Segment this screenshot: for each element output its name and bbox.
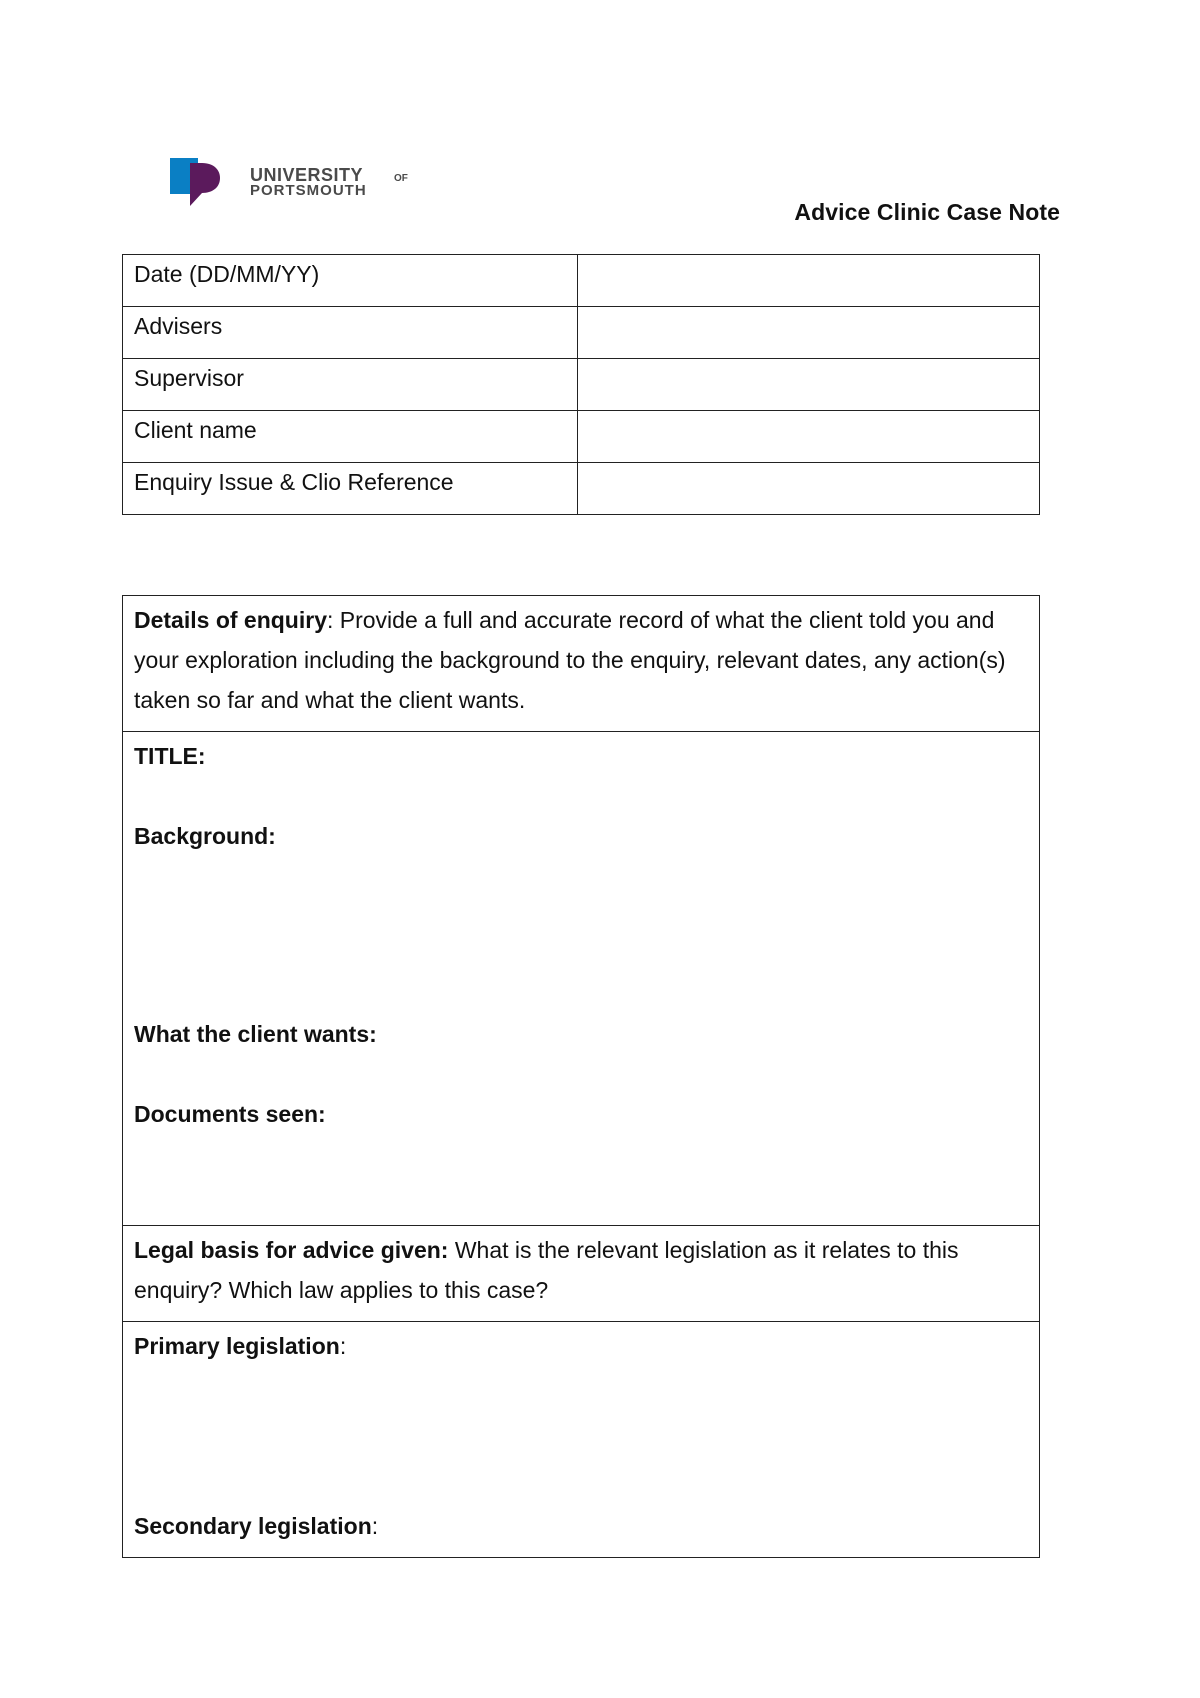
primary-legislation-line — [134, 1326, 1029, 1366]
title-row — [123, 732, 1040, 1226]
row-label-date: Date (DD/MM/YY) — [123, 255, 578, 307]
table-row — [123, 359, 1040, 411]
details-text: : Provide a full and accurate record of what the client told you and your exploration including the background to the enquiry, relevant dates, any action(s) taken so far and what the client wants. — [134, 607, 1006, 713]
table-row — [123, 255, 1040, 307]
enquiry-table — [122, 595, 1040, 1558]
legal-text: What is the relevant legislation as it relates to this enquiry? Which law applies to this case? — [134, 1237, 959, 1303]
logo-text-university: UNIVERSITY — [250, 165, 364, 185]
logo-text-of: OF — [394, 173, 408, 184]
legal-basis-row — [123, 1226, 1040, 1322]
table-row — [123, 411, 1040, 463]
details-heading: Details of enquiry — [134, 607, 327, 633]
row-label-advisers: Advisers — [123, 307, 578, 359]
background-label: Background: — [134, 823, 276, 849]
primary-colon: : — [339, 1333, 347, 1359]
primary-legislation-label: Primary legislation — [134, 1333, 340, 1359]
enquiry-issue-field[interactable] — [578, 463, 1040, 515]
legislation-row — [123, 1322, 1040, 1558]
title-label: TITLE: — [134, 743, 206, 769]
university-logo-mark — [168, 158, 428, 210]
details-instructions — [123, 596, 1040, 732]
legislation-notes-cell[interactable] — [123, 1322, 1040, 1558]
legal-heading: Legal basis for advice given: — [134, 1237, 449, 1263]
table-row — [123, 463, 1040, 515]
secondary-colon: : — [371, 1513, 379, 1539]
logo-text-portsmouth: PORTSMOUTH — [250, 182, 367, 199]
secondary-legislation-line — [134, 1506, 1029, 1546]
supervisor-field[interactable] — [578, 359, 1040, 411]
client-name-field[interactable] — [578, 411, 1040, 463]
case-info-table — [122, 254, 1040, 515]
page-title: Advice Clinic Case Note — [794, 199, 1060, 225]
row-label-supervisor: Supervisor — [123, 359, 578, 411]
row-label-client-name: Client name — [123, 411, 578, 463]
advisers-field[interactable] — [578, 307, 1040, 359]
legal-basis-instructions — [123, 1226, 1040, 1322]
secondary-legislation-label: Secondary legislation — [134, 1513, 372, 1539]
enquiry-notes-cell[interactable] — [123, 732, 1040, 1226]
logo-purple-shape — [190, 163, 220, 206]
table-row — [123, 307, 1040, 359]
university-logo — [168, 158, 428, 210]
details-row — [123, 596, 1040, 732]
client-wants-label: What the client wants: — [134, 1021, 377, 1047]
date-field[interactable] — [578, 255, 1040, 307]
row-label-enquiry-issue: Enquiry Issue & Clio Reference — [123, 463, 578, 515]
documents-seen-label: Documents seen: — [134, 1101, 326, 1127]
